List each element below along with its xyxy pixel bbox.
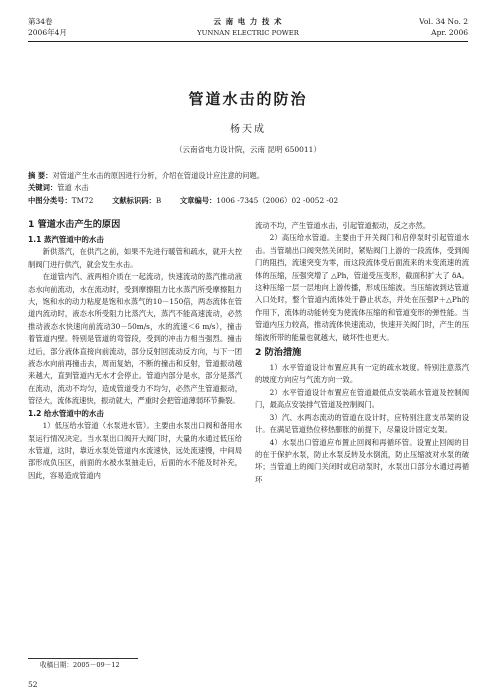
- page-number: 52: [28, 680, 38, 689]
- journal-title-cn: 云 南 电 力 技 术: [213, 17, 283, 26]
- paragraph: 4）水泵出口管道应布置止回阀和再循环管。设置止回阀的目的在于保护水泵，防止水泵反转及水倒流，防止压缩波对水泵的破坏；当管道上的阀门关闭时或启动泵时，水泵出口部分水通过再循环: [255, 437, 469, 484]
- abstract-text: 对管道产生水击的原因进行分析，介绍在管道设计应注意的问题。: [52, 171, 265, 180]
- paragraph: 3）汽、水两态流动的管道在设计时，应特别注意支吊架的设计。在满足管道热位移热膨胀的前提下，尽量设计固定支架。: [255, 412, 469, 435]
- footnote-rule: [28, 658, 138, 659]
- keywords-text: 管道 水击: [57, 183, 89, 192]
- paragraph: 2）高压给水管道。主要由于开关阀门和启停泵时引起管道水击。当管端出口阀突然关闭时，紧贴阀门上游的一段流体，受到阀门的阻挡，流速突变为零，而这段流体受后面流来的未变流速的流体的压缩，压强突增了 △Ph，管道受压变形，截面积扩大了 δA。这种压缩一层一层地向上游传播，形成压缩波。当压缩波到达管道入口处时，整个管道内流体处于静止状态，并处在压强P＋△Ph的作用下，流体的动能转变为使流体压缩的和管道变形的弹性能。当管道内压力较高，推动流体快速流动，快速开关阀门时，产生的压缩波所带的能量也就越大，破坏性也更大。: [255, 233, 469, 342]
- keywords-label: 关键词：: [28, 183, 58, 192]
- section-1-heading: 1 管道水击产生的原因: [28, 219, 121, 230]
- article-number-value: 1006 -7345（2006）02 -0052 -02: [216, 196, 339, 205]
- received-date: 收稿日期：2005－09－12: [40, 661, 120, 669]
- section-1-2-heading: 1.2 给水管道中的水击: [28, 408, 104, 418]
- article-number-label: 文章编号：: [179, 196, 217, 205]
- journal-title-en: YUNNAN ELECTRIC POWER: [197, 29, 299, 37]
- right-column: [255, 220, 469, 486]
- left-column: [28, 216, 242, 482]
- section-2-heading: 2 防治措施: [255, 347, 302, 359]
- header-volume: 第34卷: [28, 17, 53, 26]
- header-rule: [28, 41, 468, 42]
- paragraph: 流动不均，产生管道水击，引起管道振动，反之亦然。: [255, 221, 431, 230]
- abstract-label: 摘 要：: [28, 171, 53, 180]
- header-date: 2006年4月: [28, 28, 67, 37]
- doc-code-label: 文献标识码：: [112, 196, 156, 205]
- paragraph: 1）水平管道设计布置应具有一定的疏水坡度。特别注意蒸汽的坡度方向应与气流方向一致。: [255, 363, 469, 385]
- clc-label: 中图分类号：: [28, 196, 72, 205]
- paragraph: 1）低压给水管道（水泵进水管）。主要由水泵出口阀和备用水泵运行情况决定。当水泵出口阀开大阀门时，大量的水通过低压给水管道，这时，靠近水泵处管道内水流速快，远处流速慢，中间局部形成负压区，前面的水被水泵抽走后，后面的水不能及时补充，因此，容易造成管道内: [28, 421, 242, 480]
- author: 杨天成: [230, 124, 266, 135]
- paragraph: 2）水平管道设计布置应在管道最低点安装疏水管道及控制阀门，最高点安装排气管道及控制阀门。: [255, 387, 469, 410]
- paragraph: 在道管内汽、液两相介质在一起流动，快速流动的蒸汽推动液态水向前流动，水在流动时，受到摩擦阻力比水蒸汽所受摩擦阻力大，饱和水的动力粘度是饱和水蒸气的10－150倍，两态流体在管道内流动时，液态水所受阻力比蒸汽大，蒸汽不能高速流动，必然推动液态水快速向前流动30－50m/s，水的流速＜6 m/s），撞击着管道内壁。特别是管道的弯管段，受到的冲击力相当强烈。撞击过后，部分液体直接向前流动，部分反射回流动反方向，与下一团液态水向前再撞击去，周而复始，不断的撞击和反射，管道振动越来越大，直到管道内无水才会停止。管道内部分是水，部分是蒸汽在流动，流动不均匀，造成管道受力不均匀，必然产生管道振动，管径大，流体流速快，振动就大，严重时会把管道薄弱环节撕裂。: [28, 272, 242, 406]
- classification-line: [28, 195, 468, 207]
- clc-value: TM72: [71, 196, 94, 205]
- doc-code-value: B: [155, 196, 162, 205]
- abstract: [28, 170, 468, 182]
- header-vol-no: Vol. 34 No. 2: [419, 17, 468, 26]
- header-month: Apr. 2006: [431, 28, 468, 37]
- keywords: [28, 182, 468, 194]
- paragraph: 新供蒸汽，在供汽之前，如果不先进行暖管和疏水，就开大控制阀门进行供汽，就会发生水击。: [28, 247, 242, 269]
- affiliation: （云南省电力设计院，云南 昆明 650011）: [175, 145, 321, 154]
- section-1-1-heading: 1.1 蒸汽管道中的水击: [28, 235, 104, 244]
- article-title: 管道水击的防治: [188, 90, 308, 108]
